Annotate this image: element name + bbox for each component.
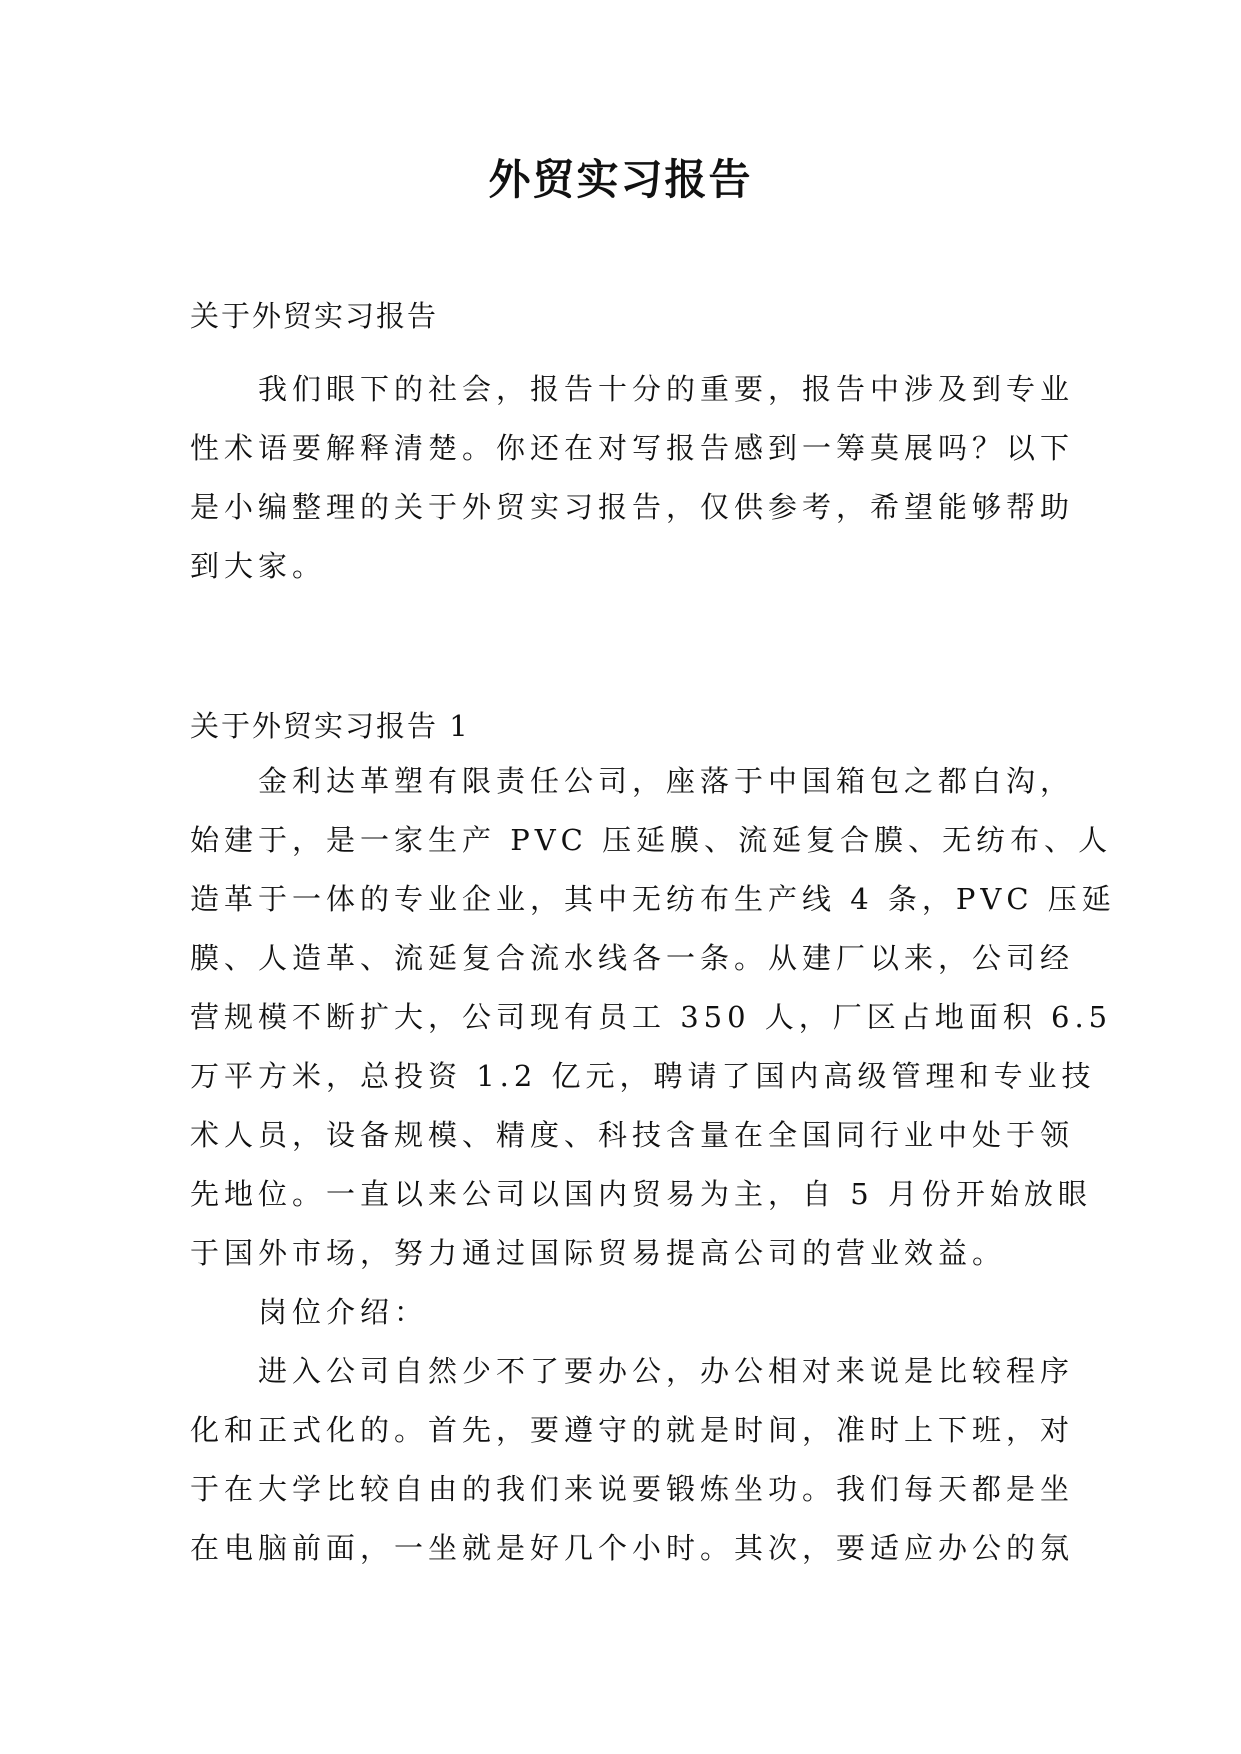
position-heading: 岗位介绍： (258, 1295, 429, 1329)
position-line: 化和正式化的。首先，要遵守的就是时间，准时上下班，对 (190, 1413, 1075, 1447)
company-line: 造革于一体的专业企业，其中无纺布生产线 4 条，PVC 压延 (190, 882, 1116, 916)
position-paragraph (190, 1342, 1075, 1578)
intro-paragraph (190, 360, 1075, 596)
position-line: 在电脑前面，一坐就是好几个小时。其次，要适应办公的氛 (190, 1531, 1075, 1565)
document-subtitle: 关于外贸实习报告 (190, 299, 439, 333)
company-paragraph (190, 752, 1116, 1283)
intro-line: 性术语要解释清楚。你还在对写报告感到一筹莫展吗？以下 (190, 431, 1075, 465)
position-line: 进入公司自然少不了要办公，办公相对来说是比较程序 (258, 1354, 1075, 1388)
company-line: 于国外市场，努力通过国际贸易提高公司的营业效益。 (190, 1236, 1007, 1270)
position-line: 于在大学比较自由的我们来说要锻炼坐功。我们每天都是坐 (190, 1472, 1075, 1506)
company-line: 术人员，设备规模、精度、科技含量在全国同行业中处于领 (190, 1118, 1075, 1152)
company-line: 先地位。一直以来公司以国内贸易为主，自 5 月份开始放眼 (190, 1177, 1092, 1211)
section-heading: 关于外贸实习报告 1 (190, 709, 470, 743)
document-title: 外贸实习报告 (488, 155, 753, 204)
position-heading-block (190, 1283, 1070, 1342)
company-line: 万平方米，总投资 1.2 亿元，聘请了国内高级管理和专业技 (190, 1059, 1096, 1093)
intro-line: 到大家。 (190, 549, 327, 583)
company-line: 膜、人造革、流延复合流水线各一条。从建厂以来，公司经 (190, 941, 1075, 975)
company-line: 营规模不断扩大，公司现有员工 350 人，厂区占地面积 6.5 (190, 1000, 1113, 1034)
intro-line: 是小编整理的关于外贸实习报告，仅供参考，希望能够帮助 (190, 490, 1075, 524)
company-line: 金利达革塑有限责任公司，座落于中国箱包之都白沟， (258, 764, 1075, 798)
company-line: 始建于，是一家生产 PVC 压延膜、流延复合膜、无纺布、人 (190, 823, 1113, 857)
intro-line: 我们眼下的社会，报告十分的重要，报告中涉及到专业 (258, 372, 1075, 406)
